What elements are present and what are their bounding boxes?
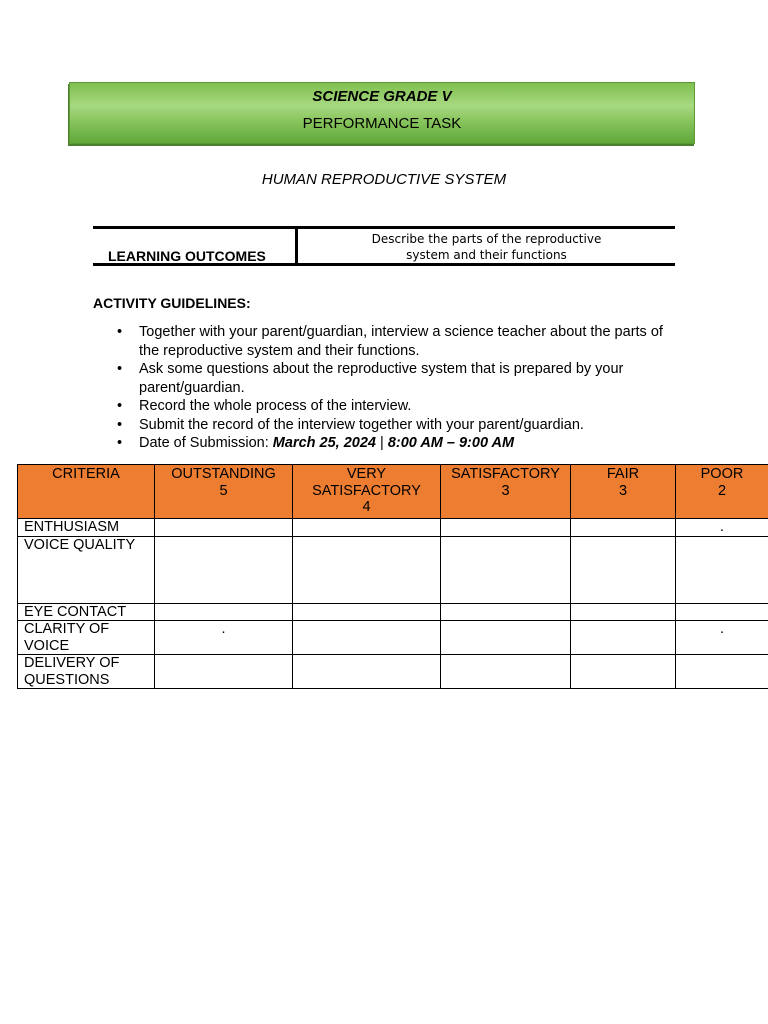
- score-cell: [571, 603, 676, 621]
- header-very-satisfactory: VERY SATISFACTORY 4: [293, 465, 441, 519]
- list-item: • Submit the record of the interview together with your parent/guardian.: [139, 416, 679, 435]
- score-cell: [441, 519, 571, 537]
- learning-outcomes-description: Describe the parts of the reproductive system and their functions: [371, 232, 602, 262]
- guidelines-list: [139, 323, 679, 453]
- score-cell: [676, 536, 768, 603]
- table-row: [18, 519, 768, 537]
- score-cell: [155, 655, 293, 689]
- title-banner: [69, 82, 695, 144]
- header-fair: FAIR 3: [571, 465, 676, 519]
- header-outstanding: OUTSTANDING 5: [155, 465, 293, 519]
- score-cell: [293, 655, 441, 689]
- criteria-cell: DELIVERY OF QUESTIONS: [18, 655, 155, 689]
- score-cell: [571, 536, 676, 603]
- score-cell: [155, 603, 293, 621]
- criteria-cell: CLARITY OF VOICE: [18, 621, 155, 655]
- score-cell: [441, 603, 571, 621]
- list-item: • Together with your parent/guardian, interview a science teacher about the parts of the reproductive system and their functions.: [139, 323, 679, 360]
- score-cell: [571, 621, 676, 655]
- learning-outcomes-label: LEARNING OUTCOMES: [108, 248, 266, 264]
- submission-item: [139, 434, 679, 453]
- score-cell: [571, 655, 676, 689]
- score-cell: .: [676, 519, 768, 537]
- document-title: SCIENCE GRADE V: [312, 88, 452, 105]
- learning-outcomes-box: [93, 226, 675, 266]
- table-row: [18, 655, 768, 689]
- list-item: • Ask some questions about the reproductive system that is prepared by your parent/guardian.: [139, 360, 679, 397]
- submission-label: Date of Submission:: [139, 435, 273, 451]
- guidelines-heading: ACTIVITY GUIDELINES:: [93, 295, 251, 311]
- score-cell: .: [676, 621, 768, 655]
- rubric-table: [17, 464, 768, 689]
- score-cell: [441, 536, 571, 603]
- criteria-cell: EYE CONTACT: [18, 603, 155, 621]
- table-row: [18, 621, 768, 655]
- score-cell: [293, 603, 441, 621]
- table-row: [18, 536, 768, 603]
- score-cell: [293, 519, 441, 537]
- subject-heading: HUMAN REPRODUCTIVE SYSTEM: [261, 171, 507, 188]
- table-header-row: [18, 465, 768, 519]
- list-item: • Record the whole process of the interview.: [139, 397, 679, 416]
- score-cell: [676, 603, 768, 621]
- table-row: [18, 603, 768, 621]
- header-poor: POOR 2: [676, 465, 768, 519]
- score-cell: [293, 621, 441, 655]
- score-cell: [571, 519, 676, 537]
- document-subtitle: PERFORMANCE TASK: [302, 115, 462, 132]
- criteria-cell: VOICE QUALITY: [18, 536, 155, 603]
- submission-date: March 25, 2024: [272, 435, 376, 451]
- score-cell: .: [155, 621, 293, 655]
- score-cell: [293, 536, 441, 603]
- score-cell: [155, 536, 293, 603]
- header-satisfactory: SATISFACTORY 3: [441, 465, 571, 519]
- score-cell: [676, 655, 768, 689]
- criteria-cell: ENTHUSIASM: [18, 519, 155, 537]
- header-criteria: CRITERIA: [18, 465, 155, 519]
- score-cell: [155, 519, 293, 537]
- score-cell: [441, 655, 571, 689]
- submission-separator: |: [375, 435, 388, 451]
- submission-time: 8:00 AM – 9:00 AM: [387, 435, 515, 451]
- score-cell: [441, 621, 571, 655]
